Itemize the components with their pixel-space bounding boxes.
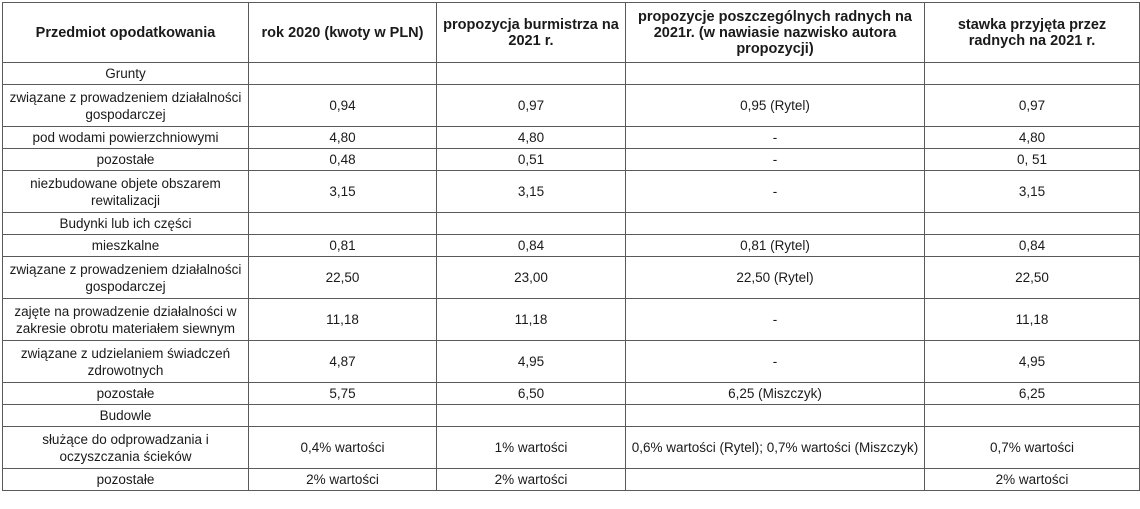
table-cell [626,469,925,491]
table-cell: 2% wartości [925,469,1140,491]
table-row [3,257,1140,299]
table-row [3,127,1140,149]
table-cell: 4,80 [437,127,626,149]
table-cell [249,405,437,427]
table-cell: - [626,127,925,149]
table-cell: 22,50 [249,257,437,299]
table-cell [925,405,1140,427]
table-cell: 0,6% wartości (Rytel); 0,7% wartości (Miszczyk) [626,427,925,469]
table-cell: 0,97 [437,85,626,127]
table-row [3,299,1140,341]
table-cell: 4,95 [437,341,626,383]
table-cell: - [626,171,925,213]
table-cell: 0,4% wartości [249,427,437,469]
table-cell [437,63,626,85]
row-label: związane z prowadzeniem działalności gospodarczej [3,257,249,299]
table-cell: 4,95 [925,341,1140,383]
table-cell: 11,18 [925,299,1140,341]
table-cell: 3,15 [925,171,1140,213]
row-label: służące do odprowadzania i oczyszczania ścieków [3,427,249,469]
table-cell: 11,18 [249,299,437,341]
section-row-budowle [3,405,1140,427]
header-year-2020: rok 2020 (kwoty w PLN) [249,3,437,63]
table-cell: - [626,149,925,171]
table-cell: 23,00 [437,257,626,299]
table-cell: 3,15 [437,171,626,213]
row-label: zajęte na prowadzenie działalności w zakresie obrotu materiałem siewnym [3,299,249,341]
table-cell: 3,15 [249,171,437,213]
section-row-grunty [3,63,1140,85]
row-label: związane z prowadzeniem działalności gospodarczej [3,85,249,127]
table-row [3,341,1140,383]
table-cell: 0,97 [925,85,1140,127]
table-cell [249,213,437,235]
table-cell [626,63,925,85]
table-row [3,235,1140,257]
row-label: niezbudowane objete obszarem rewitalizacji [3,171,249,213]
table-cell [626,405,925,427]
table-cell [925,213,1140,235]
tax-rates-table [2,2,1140,491]
table-cell [626,213,925,235]
table-cell: 4,80 [925,127,1140,149]
table-cell: 6,50 [437,383,626,405]
section-row-budynki [3,213,1140,235]
table-cell: 4,80 [249,127,437,149]
row-label: pozostałe [3,469,249,491]
table-cell: 2% wartości [249,469,437,491]
table-cell: 2% wartości [437,469,626,491]
table-cell: 1% wartości [437,427,626,469]
table-row [3,85,1140,127]
table-cell: 0,95 (Rytel) [626,85,925,127]
table-row [3,383,1140,405]
table-cell: 22,50 (Rytel) [626,257,925,299]
row-label: pod wodami powierzchniowymi [3,127,249,149]
table-cell [437,405,626,427]
table-cell: 0, 51 [925,149,1140,171]
row-label: pozostałe [3,383,249,405]
header-subject: Przedmiot opodatkowania [3,3,249,63]
table-row [3,149,1140,171]
row-label: pozostałe [3,149,249,171]
header-councillors-proposals: propozycje poszczególnych radnych na 2021r. (w nawiasie nazwisko autora propozycji) [626,3,925,63]
table-cell: - [626,299,925,341]
table-cell [249,63,437,85]
table-row [3,427,1140,469]
table-cell [925,63,1140,85]
section-label: Budynki lub ich części [3,213,249,235]
header-adopted-rate: stawka przyjęta przez radnych na 2021 r. [925,3,1140,63]
table-cell: 0,81 [249,235,437,257]
table-cell: 6,25 (Miszczyk) [626,383,925,405]
table-cell: 4,87 [249,341,437,383]
section-label: Budowle [3,405,249,427]
table-cell: 22,50 [925,257,1140,299]
table-row [3,171,1140,213]
table-cell: 6,25 [925,383,1140,405]
table-cell: 0,81 (Rytel) [626,235,925,257]
table-cell: 0,84 [437,235,626,257]
table-cell: 0,51 [437,149,626,171]
table-cell: - [626,341,925,383]
header-mayor-proposal: propozycja burmistrza na 2021 r. [437,3,626,63]
header-row [3,3,1140,63]
section-label: Grunty [3,63,249,85]
row-label: związane z udzielaniem świadczeń zdrowotnych [3,341,249,383]
table-cell: 0,48 [249,149,437,171]
table-cell: 0,7% wartości [925,427,1140,469]
table-cell: 11,18 [437,299,626,341]
table-cell: 0,94 [249,85,437,127]
row-label: mieszkalne [3,235,249,257]
table-cell: 0,84 [925,235,1140,257]
table-cell: 5,75 [249,383,437,405]
table-cell [437,213,626,235]
table-row [3,469,1140,491]
